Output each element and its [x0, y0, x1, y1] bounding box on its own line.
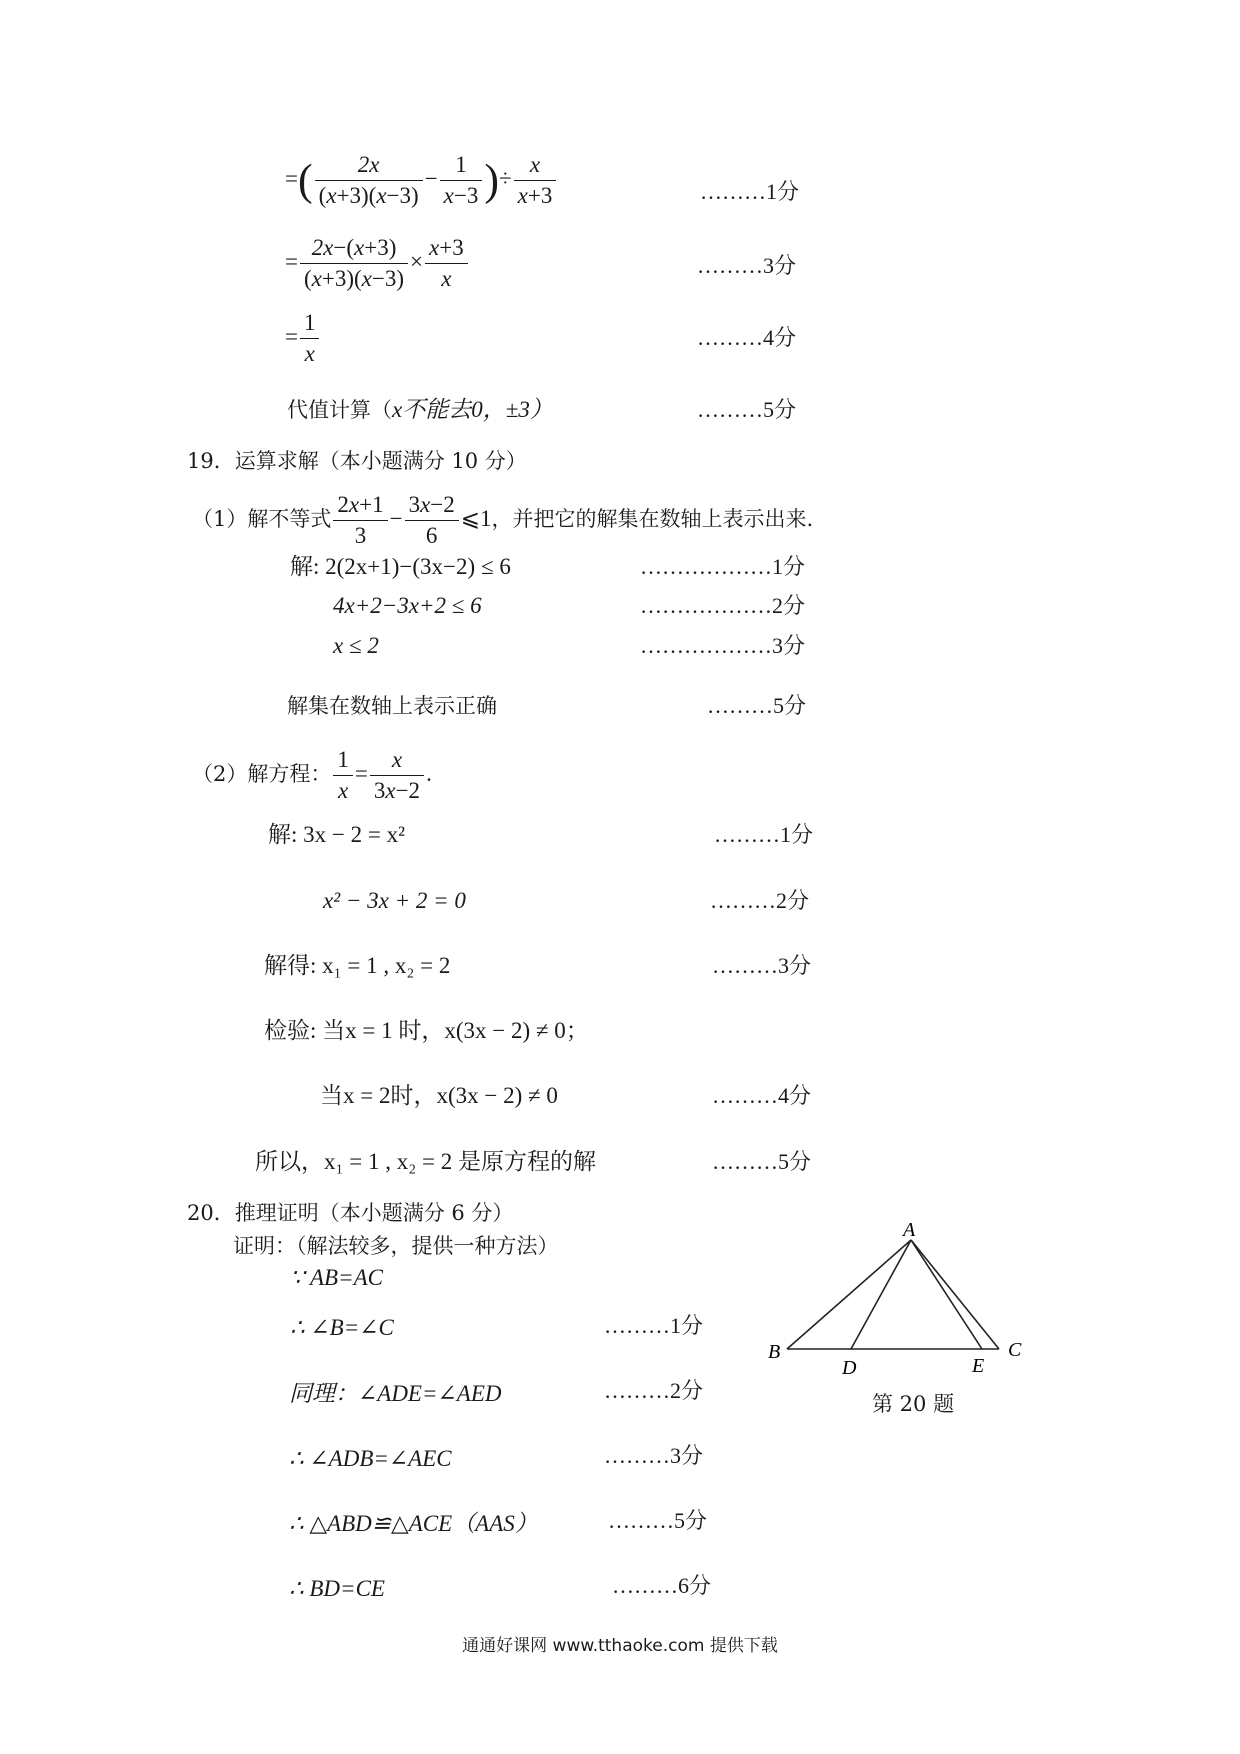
label-e: E [972, 1355, 985, 1377]
q20-line6-points: ………6分 [612, 1573, 712, 1598]
q19-part2-line6: 所以，x₁ = 1 , x₂ = 2 是原方程的解 [255, 1149, 596, 1174]
q20-line2: ∴ ∠B=∠C [290, 1315, 394, 1340]
q20-line1: ∵ AB=AC [290, 1265, 383, 1290]
q18-step1: =( $\frac{2x}{(x+3)(x-3)}$ − $\frac{1}{x-3}$ )÷ $\frac{x}{x+3}$ [285, 150, 558, 211]
segment-ab [787, 1240, 911, 1349]
q19-part1-line4: 解集在数轴上表示正确 [287, 694, 497, 718]
q19-part2-prompt: （2）解方程： $\frac{1}{x}$ = $\frac{x}{3x-2}$ . [192, 747, 432, 803]
segment-ad [851, 1240, 911, 1349]
q18-step3-points: ………4分 [697, 325, 797, 350]
q19-part2-line2-points: ………2分 [710, 888, 810, 913]
q19-part2-line3-points: ………3分 [712, 953, 812, 978]
q19-part2-line5-points: ………4分 [712, 1083, 812, 1108]
q19-part2-line1: 解: 3x − 2 = x² [268, 822, 405, 847]
q19-part1-line3: x ≤ 2 [333, 633, 379, 658]
q19-part2-line4: 检验: 当x = 1 时，x(3x − 2) ≠ 0； [264, 1018, 589, 1043]
q20-proof-intro: 证明：（解法较多，提供一种方法） [233, 1234, 559, 1258]
q20-line6: ∴ BD=CE [289, 1576, 385, 1601]
q20-figure-caption: 第 20 题 [872, 1392, 955, 1416]
q20-line3: 同理：∠ADE=∠AED [289, 1381, 502, 1406]
q19-part1-line3-points: ………………3分 [640, 633, 806, 658]
q19-part2-line1-points: ………1分 [714, 822, 814, 847]
q20-line4-points: ………3分 [604, 1443, 704, 1468]
q18-step4: 代值计算（x不能去0，±3） [287, 397, 553, 422]
label-d: D [842, 1357, 857, 1379]
label-c: C [1008, 1339, 1022, 1361]
q20-line4: ∴ ∠ADB=∠AEC [289, 1446, 452, 1471]
q19-part1-line2: 4x+2−3x+2 ≤ 6 [333, 593, 482, 618]
q19-part1-prompt: （1）解不等式 $\frac{2x+1}{3}$ − $\frac{3x-2}{6}$ ⩽1，并把它的解集在数轴上表示出来. [192, 492, 814, 548]
q18-step2-points: ………3分 [697, 253, 797, 278]
q18-step1-points: ………1分 [700, 179, 800, 204]
q19-heading: 19．运算求解（本小题满分 10 分） [187, 449, 527, 473]
q19-part1-line2-points: ………………2分 [640, 593, 806, 618]
label-a: A [903, 1220, 916, 1241]
q20-line3-points: ………2分 [604, 1378, 704, 1403]
q19-part1-line4-points: ………5分 [707, 693, 807, 718]
q18-step2: = $\frac{2x-(x+3)}{(x+3)(x-3)}$ × $\frac{x+3}{x}$ [285, 233, 470, 294]
q20-line2-points: ………1分 [604, 1313, 704, 1338]
segment-ae [911, 1240, 982, 1349]
q19-part2-line5: 当x = 2时，x(3x − 2) ≠ 0 [320, 1083, 558, 1108]
q18-step3: = $\frac{1}{x}$ [285, 308, 321, 369]
label-b: B [768, 1341, 781, 1363]
segment-ac [911, 1240, 999, 1349]
q20-line5-points: ………5分 [608, 1508, 708, 1533]
q18-step4-points: ………5分 [697, 397, 797, 422]
q19-part2-line6-points: ………5分 [712, 1149, 812, 1174]
q19-part1-line1-points: ………………1分 [640, 554, 806, 579]
q19-part1-line1: 解: 2(2x+1)−(3x−2) ≤ 6 [290, 554, 511, 579]
q19-part2-line3: 解得: x₁ = 1 , x₂ = 2 [264, 953, 451, 978]
q19-part2-line2: x² − 3x + 2 = 0 [323, 888, 466, 913]
q20-line5: ∴ △ABD≌△ACE（AAS） [289, 1511, 538, 1536]
triangle-figure [760, 1220, 1060, 1400]
q20-heading: 20．推理证明（本小题满分 6 分） [187, 1201, 514, 1225]
page-footer: 通通好课网 www.tthaoke.com 提供下载 [462, 1636, 778, 1656]
